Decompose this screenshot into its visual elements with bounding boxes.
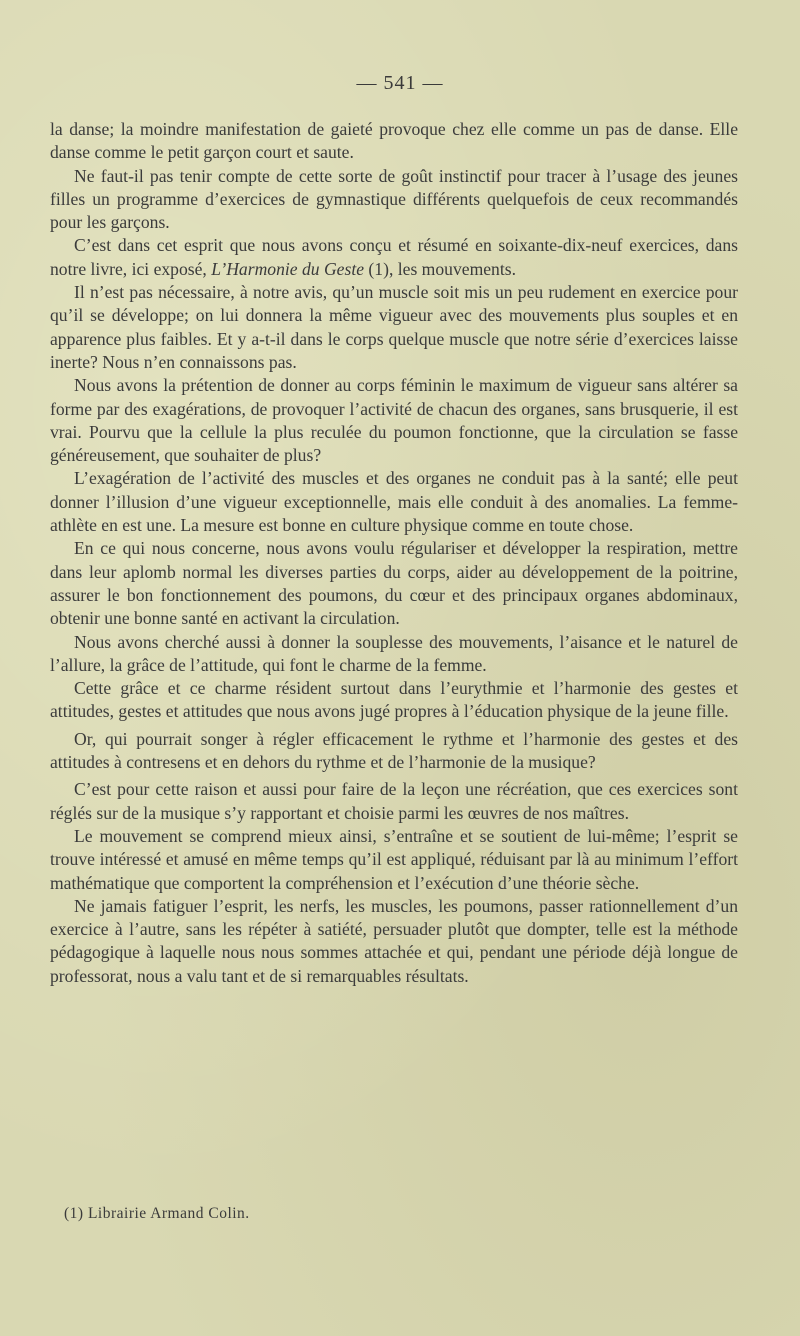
book-title: L’Harmonie du Geste (211, 258, 365, 279)
page-number: — 541 — (356, 72, 444, 94)
footnote: (1) Librairie Armand Colin. (64, 1205, 250, 1222)
paragraph-10: Or, qui pourrait songer à régler efficacement le rythme et l’harmonie des gestes et des attitudes à contresens et en dehors du rythme et de l’harmonie de la musique? (50, 728, 738, 773)
paragraph-2: Ne faut-il pas tenir compte de cette sorte de goût instinctif pour tracer à l’usage des jeunes filles un programme d’exercices de gymnastique différents quelquefois de ceux recommandés pour les garçons. (50, 165, 738, 233)
paragraph-3-end: (1), les mouvements. (364, 258, 516, 279)
paragraph-6: L’exagération de l’activité des muscles et des organes ne conduit pas à la santé; elle peut donner l’illusion d’une vigueur exceptionnelle, mais elle conduit à des anomalies. La femme-athlète en est une. La mesure est bonne en culture physique comme en toute chose. (50, 468, 738, 536)
paragraph-12: Le mouvement se comprend mieux ainsi, s’entraîne et se soutient de lui-même; l’esprit se trouve intéressé et amusé en même temps qu’il est appliqué, réduisant par là au minimum l’effort mathématique que comportent la compréhension et l’exécution d’une théorie sèche. (50, 825, 738, 893)
paragraph-13: Ne jamais fatiguer l’esprit, les nerfs, les muscles, les poumons, passer rationnellement d’un exercice à l’autre, sans les répéter à satiété, persuader plutôt que dompter, telle est la méthode pédagogique à laquelle nous nous sommes attachée et qui, pendant une période déjà longue de professorat, nous a valu tant et de si remarquables résultats. (50, 895, 738, 986)
paragraph-1: la danse; la moindre manifestation de gaieté provoque chez elle comme un pas de danse. Elle danse comme le petit garçon court et saute. (50, 119, 738, 163)
paragraph-3-start: C’est dans cet esprit que nous avons conçu et résumé en soixante-dix-neuf exercices, dans notre livre, ici exposé, (50, 235, 738, 279)
paragraph-11: C’est pour cette raison et aussi pour faire de la leçon une récréation, que ces exercices sont réglés sur de la musique s’y rapportant et choisie parmi les œuvres de nos maîtres. (50, 779, 738, 823)
paragraph-5: Nous avons la prétention de donner au corps féminin le maximum de vigueur sans altérer sa forme par des exagérations, de provoquer l’activité de chacun des organes, sans brusquerie, il est vrai. Pourvu que la cellule la plus reculée du poumon fonctionne, que la circulation se fasse généreusement, que souhaiter de plus? (50, 375, 738, 466)
paragraph-4: Il n’est pas nécessaire, à notre avis, qu’un muscle soit mis un peu rudement en exercice pour qu’il se développe; on lui donnera la même vigueur avec des mouvements plus souples et en apparence plus faibles. Et y a-t-il dans le corps quelque muscle que notre série d’exercices laisse inerte? Nous n’en connaissons pas. (50, 282, 738, 372)
paragraph-7: En ce qui nous concerne, nous avons voulu régulariser et développer la respiration, mettre dans leur aplomb normal les diverses parties du corps, aider au développement de la poitrine, assurer le bon fonctionnement des poumons, du cœur et des principaux organes abdominaux, obtenir une bonne santé en activant la circulation. (50, 538, 738, 629)
paragraph-9: Cette grâce et ce charme résident surtout dans l’eurythmie et l’harmonie des gestes et attitudes, gestes et attitudes que nous avons jugé propres à l’éducation physique de la jeune fille. (50, 678, 738, 722)
body-text (50, 118, 738, 988)
paragraph-8: Nous avons cherché aussi à donner la souplesse des mouvements, l’aisance et le naturel de l’allure, la grâce de l’attitude, qui font le charme de la femme. (50, 631, 738, 675)
paragraph-3 (50, 234, 738, 281)
